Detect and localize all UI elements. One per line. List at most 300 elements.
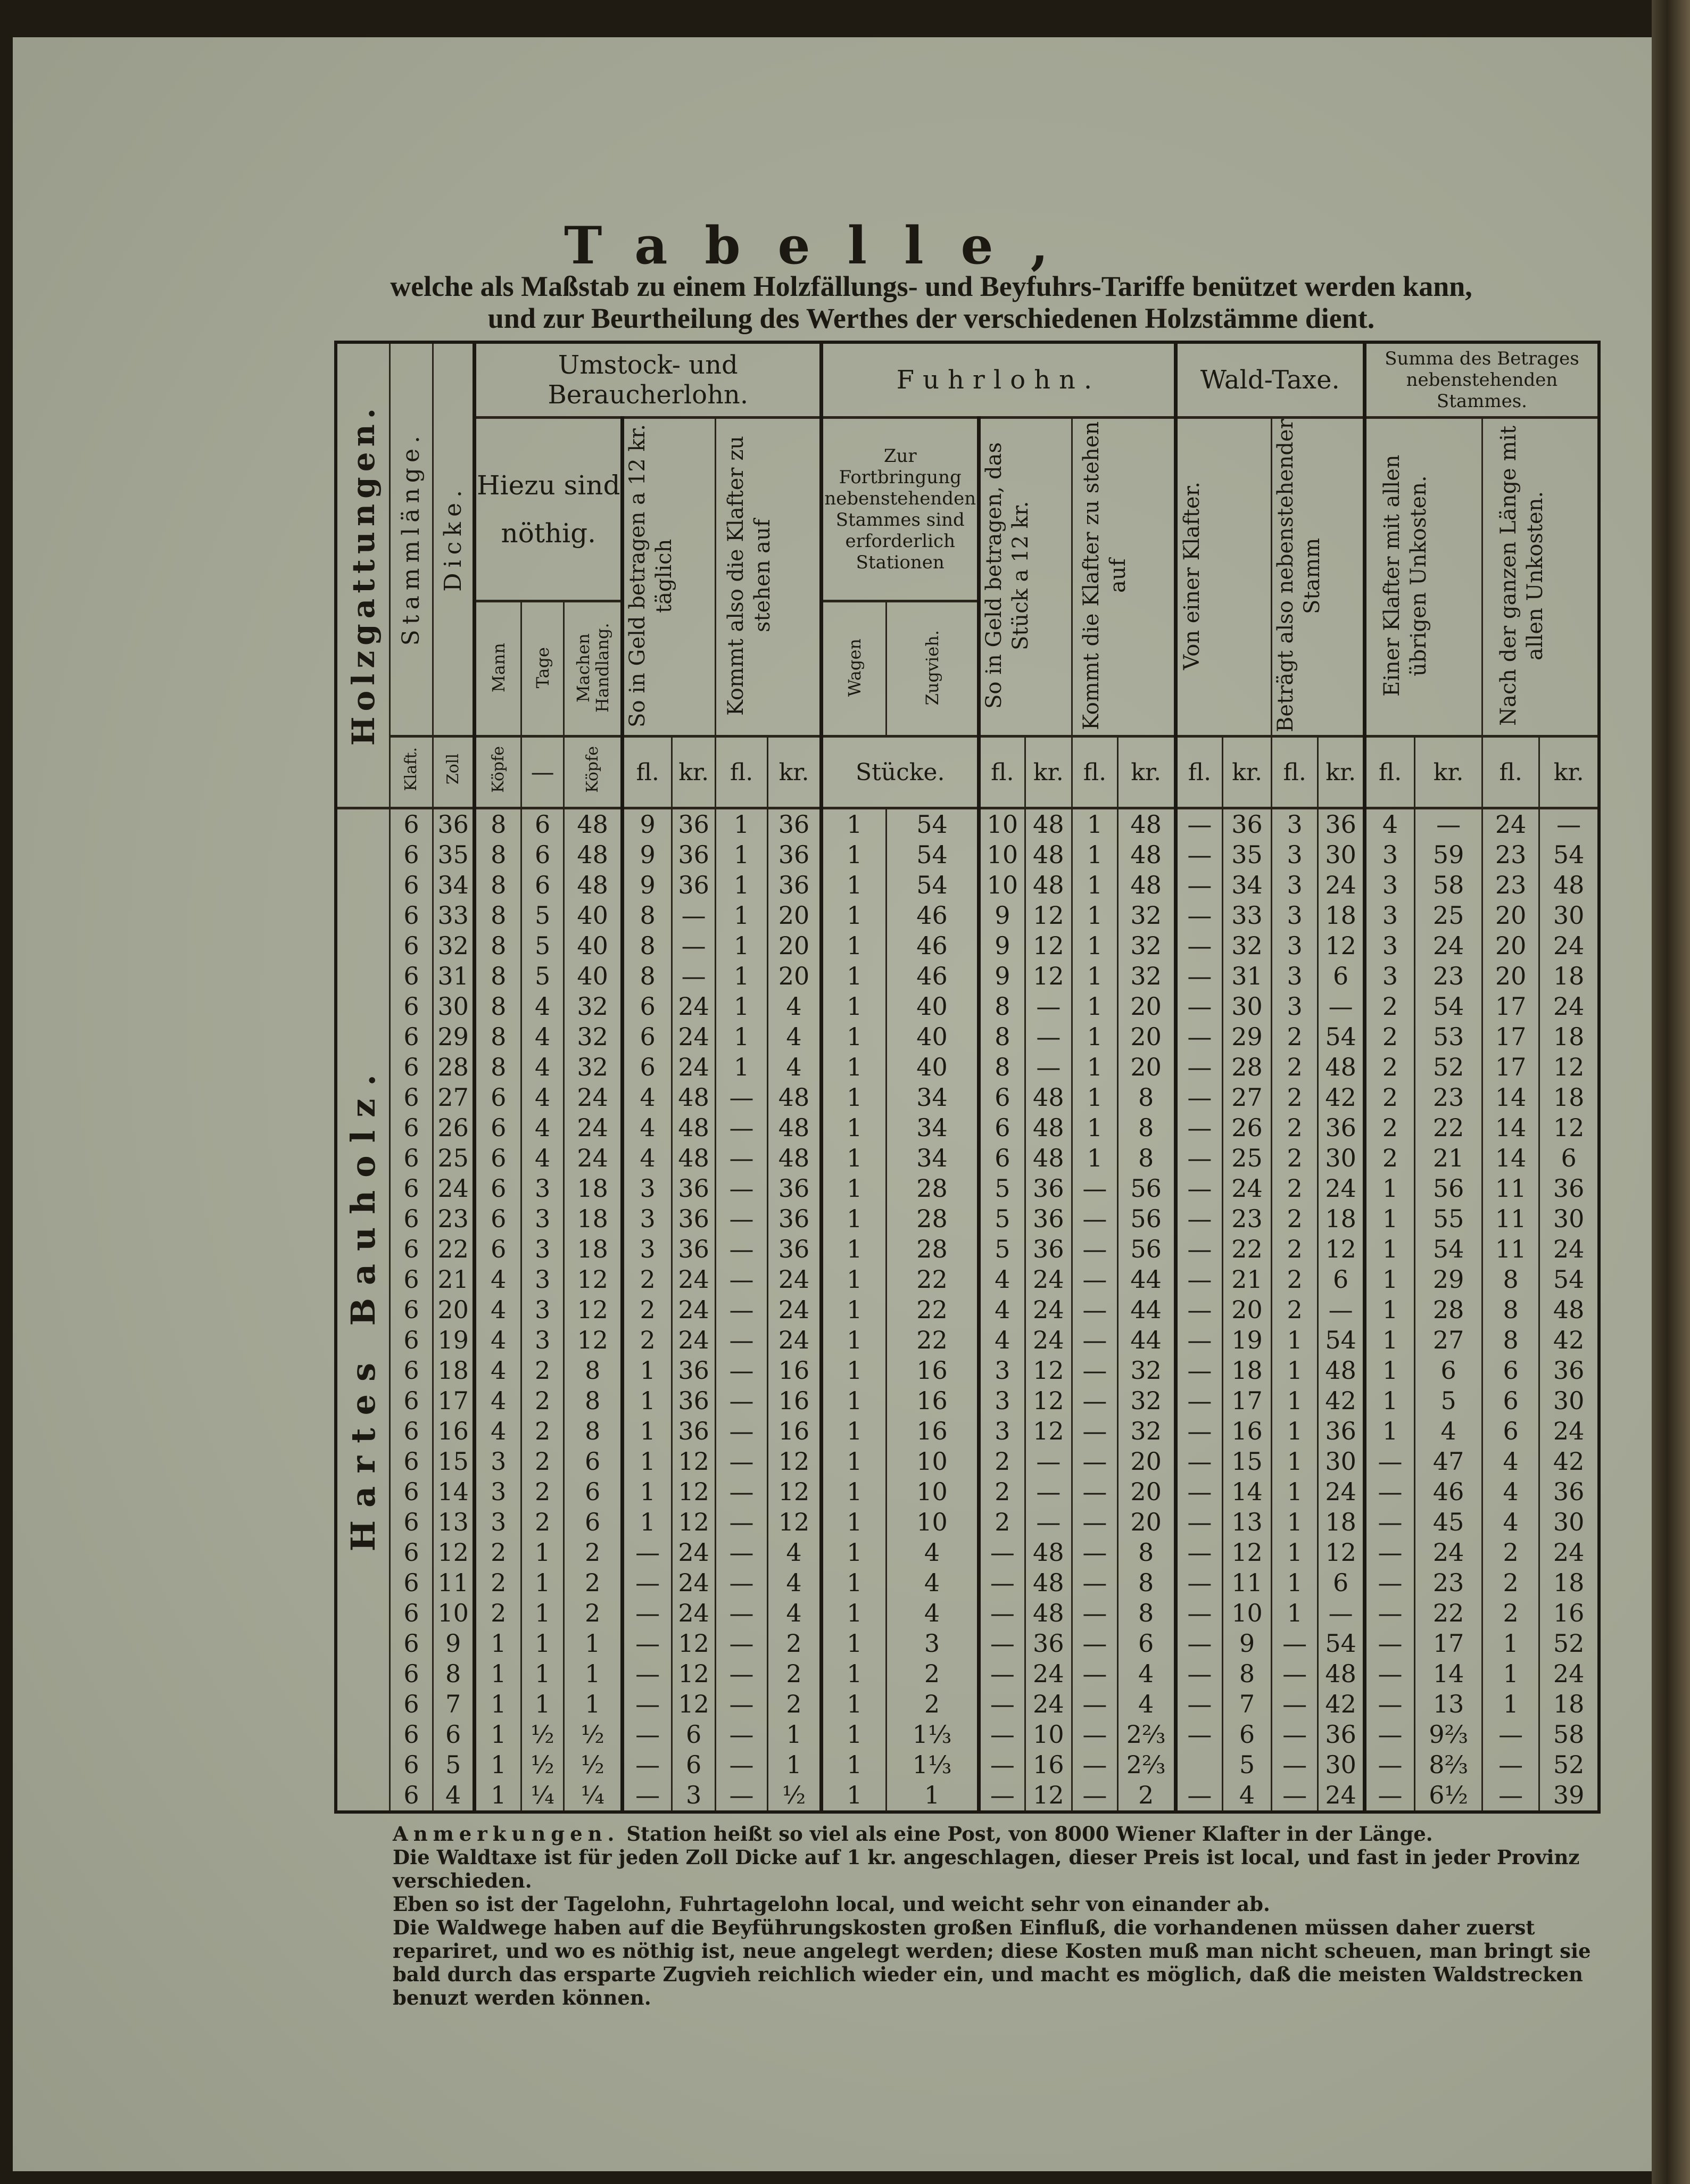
table-cell: 4 xyxy=(1117,1659,1175,1689)
table-cell: 12 xyxy=(672,1628,715,1659)
table-cell: 18 xyxy=(1318,1204,1365,1234)
table-cell: 3 xyxy=(521,1173,564,1204)
table-cell: 1 xyxy=(1271,1386,1318,1416)
table-cell: 6 xyxy=(390,991,433,1022)
table-cell: — xyxy=(1415,808,1482,840)
table-cell: 4 xyxy=(886,1537,979,1568)
table-cell: 16 xyxy=(886,1355,979,1386)
table-cell: 28 xyxy=(1415,1295,1482,1325)
table-cell: 30 xyxy=(1318,840,1365,870)
table-cell: 8 xyxy=(475,870,521,900)
table-cell: — xyxy=(1482,1780,1539,1812)
unit-koepfe-2: Köpfe xyxy=(564,737,623,808)
table-row xyxy=(336,1416,1599,1446)
table-cell: 6 xyxy=(390,1477,433,1507)
table-cell: 1 xyxy=(1072,991,1118,1022)
table-cell: 52 xyxy=(1539,1750,1599,1780)
table-row xyxy=(336,1446,1599,1477)
table-cell: — xyxy=(1072,1234,1118,1264)
table-cell: 14 xyxy=(1223,1477,1272,1507)
table-cell: ½ xyxy=(564,1750,623,1780)
table-cell: 12 xyxy=(767,1446,822,1477)
table-cell: 1 xyxy=(822,1386,887,1416)
table-cell: 1 xyxy=(1072,808,1118,840)
table-cell: 2 xyxy=(521,1507,564,1537)
table-cell: 3 xyxy=(475,1446,521,1477)
table-cell: 6 xyxy=(390,1355,433,1386)
table-cell: 1 xyxy=(564,1689,623,1719)
table-cell: — xyxy=(716,1416,767,1446)
unit-zoll: Zoll xyxy=(433,737,475,808)
table-cell: — xyxy=(716,1628,767,1659)
table-cell: — xyxy=(1364,1507,1414,1537)
table-cell: 1 xyxy=(716,1052,767,1082)
table-cell: 2 xyxy=(1364,1082,1414,1113)
unit-kr: kr. xyxy=(1223,737,1272,808)
table-cell: — xyxy=(623,1568,672,1598)
table-cell: 9 xyxy=(623,870,672,900)
table-cell: 2 xyxy=(1271,1204,1318,1234)
table-cell: 19 xyxy=(1223,1325,1272,1355)
table-cell: 36 xyxy=(1318,1719,1365,1750)
table-cell: 36 xyxy=(672,808,715,840)
table-cell: 36 xyxy=(672,1355,715,1386)
header-ganze-laenge: Nach der ganzen Länge mit allen Unkosten. xyxy=(1482,418,1599,737)
table-cell: 3 xyxy=(521,1234,564,1264)
table-cell: 9 xyxy=(979,961,1025,991)
table-cell: 11 xyxy=(1482,1204,1539,1234)
table-cell: — xyxy=(716,1143,767,1173)
table-cell: 24 xyxy=(1025,1689,1072,1719)
table-cell: 18 xyxy=(1539,961,1599,991)
table-cell: 24 xyxy=(1025,1295,1072,1325)
table-cell: 48 xyxy=(1117,808,1175,840)
table-cell: 8 xyxy=(1117,1143,1175,1173)
table-cell: 36 xyxy=(672,870,715,900)
table-cell: 32 xyxy=(433,931,475,961)
table-cell: 3 xyxy=(1271,961,1318,991)
table-cell: 1 xyxy=(475,1659,521,1689)
table-cell: 1 xyxy=(822,900,887,931)
table-cell: 30 xyxy=(1318,1750,1365,1780)
header-summa: Summa des Betrages nebenstehenden Stammes. xyxy=(1364,342,1599,418)
table-cell: 4 xyxy=(767,1022,822,1052)
table-cell: — xyxy=(1175,1537,1223,1568)
table-cell: 1 xyxy=(716,931,767,961)
table-cell: — xyxy=(1318,991,1365,1022)
table-cell: 18 xyxy=(564,1234,623,1264)
table-cell: 1 xyxy=(1072,840,1118,870)
table-cell: 1 xyxy=(822,1355,887,1386)
table-cell: 6 xyxy=(521,870,564,900)
table-cell: — xyxy=(716,1507,767,1537)
table-cell: 4 xyxy=(475,1264,521,1295)
table-cell: 8 xyxy=(564,1416,623,1446)
table-cell: 1 xyxy=(1482,1689,1539,1719)
table-cell: 36 xyxy=(1539,1477,1599,1507)
table-cell: 9⅔ xyxy=(1415,1719,1482,1750)
table-cell: 5 xyxy=(1415,1386,1482,1416)
table-cell: 1 xyxy=(886,1780,979,1812)
table-cell: 2 xyxy=(623,1325,672,1355)
notes xyxy=(334,1822,1601,2009)
table-cell: 30 xyxy=(1539,900,1599,931)
table-cell: 8 xyxy=(979,1022,1025,1052)
table-cell: 24 xyxy=(1539,1234,1599,1264)
table-cell: — xyxy=(979,1568,1025,1598)
table-cell: 4 xyxy=(475,1295,521,1325)
table-cell: 3 xyxy=(623,1204,672,1234)
table-row xyxy=(336,1537,1599,1568)
table-row xyxy=(336,870,1599,900)
table-cell: 1 xyxy=(623,1507,672,1537)
table-cell: 22 xyxy=(1415,1113,1482,1143)
table-cell: 8 xyxy=(475,900,521,931)
table-cell: 6 xyxy=(672,1719,715,1750)
table-cell: 6 xyxy=(390,1173,433,1204)
unit-dash: — xyxy=(521,737,564,808)
table-cell: — xyxy=(979,1719,1025,1750)
table-cell: 12 xyxy=(1025,961,1072,991)
table-cell: 32 xyxy=(1117,931,1175,961)
header-hiezu: Hiezu sind nöthig. xyxy=(475,418,623,601)
table-cell: 32 xyxy=(1117,961,1175,991)
table-cell: — xyxy=(716,1295,767,1325)
table-cell: 36 xyxy=(672,1234,715,1264)
table-cell: 6 xyxy=(390,1082,433,1113)
table-cell: 18 xyxy=(1318,1507,1365,1537)
table-cell: 1 xyxy=(822,1780,887,1812)
table-cell: 4 xyxy=(979,1325,1025,1355)
table-cell: 22 xyxy=(886,1264,979,1295)
table-cell: 29 xyxy=(1223,1022,1272,1052)
table-cell: 48 xyxy=(1025,1568,1072,1598)
table-cell: 8 xyxy=(1482,1295,1539,1325)
table-cell: 7 xyxy=(433,1689,475,1719)
note-line: Eben so ist der Tagelohn, Fuhrtagelohn local, und weicht sehr von einander ab. xyxy=(393,1892,1270,1916)
table-cell: 42 xyxy=(1539,1446,1599,1477)
table-cell: 36 xyxy=(1223,808,1272,840)
table-cell: 54 xyxy=(886,840,979,870)
table-cell: 20 xyxy=(1482,961,1539,991)
table-cell: 5 xyxy=(433,1750,475,1780)
table-cell: 3 xyxy=(1364,931,1414,961)
table-cell: 17 xyxy=(1223,1386,1272,1416)
table-row xyxy=(336,1507,1599,1537)
table-cell: 11 xyxy=(433,1568,475,1598)
table-cell: 6 xyxy=(521,808,564,840)
table-cell: — xyxy=(1175,961,1223,991)
table-cell: 1 xyxy=(822,1507,887,1537)
table-cell: — xyxy=(1175,1204,1223,1234)
table-cell: — xyxy=(979,1628,1025,1659)
table-cell: — xyxy=(1175,808,1223,840)
table-cell: 24 xyxy=(672,1537,715,1568)
table-cell: — xyxy=(1175,1689,1223,1719)
table-cell: 24 xyxy=(1318,1780,1365,1812)
table-cell: 1⅓ xyxy=(886,1750,979,1780)
table-cell: 12 xyxy=(1318,931,1365,961)
header-waldtaxe: Wald-Taxe. xyxy=(1175,342,1364,418)
table-cell: 44 xyxy=(1117,1264,1175,1295)
subtitle-line-2: und zur Beurtheilung des Werthes der verschiedenen Holzstämme dient. xyxy=(487,302,1375,334)
table-cell: 1 xyxy=(623,1386,672,1416)
table-cell: 24 xyxy=(767,1295,822,1325)
table-cell: — xyxy=(1175,1416,1223,1446)
table-cell: 2 xyxy=(979,1446,1025,1477)
table-cell: 6 xyxy=(390,1507,433,1537)
table-row xyxy=(336,1204,1599,1234)
table-cell: 10 xyxy=(1223,1598,1272,1628)
table-cell: 6 xyxy=(390,1386,433,1416)
table-cell: 1 xyxy=(521,1689,564,1719)
table-cell: 24 xyxy=(564,1082,623,1113)
table-cell: 48 xyxy=(564,808,623,840)
table-cell: 24 xyxy=(1223,1173,1272,1204)
table-cell: 20 xyxy=(767,961,822,991)
table-cell: 36 xyxy=(1318,808,1365,840)
table-cell: 1 xyxy=(822,1082,887,1113)
table-cell: 25 xyxy=(1223,1143,1272,1173)
table-cell: 6 xyxy=(390,1416,433,1446)
table-cell: ¼ xyxy=(521,1780,564,1812)
table-row xyxy=(336,1628,1599,1659)
header-von-klafter: Von einer Klafter. xyxy=(1175,418,1271,737)
table-cell: 1 xyxy=(1271,1416,1318,1446)
table-row xyxy=(336,1325,1599,1355)
unit-fl: fl. xyxy=(1271,737,1318,808)
table-cell: — xyxy=(716,1568,767,1598)
table-cell: — xyxy=(1175,1446,1223,1477)
table-cell: 2 xyxy=(886,1689,979,1719)
table-cell: 17 xyxy=(1482,991,1539,1022)
table-cell: 42 xyxy=(1318,1082,1365,1113)
table-cell: 6 xyxy=(672,1750,715,1780)
table-cell: 2 xyxy=(521,1355,564,1386)
table-cell: 20 xyxy=(1117,1507,1175,1537)
header-tage: Tage xyxy=(521,601,564,737)
table-cell: — xyxy=(1175,1719,1223,1750)
unit-kr: kr. xyxy=(767,737,822,808)
table-cell: 8 xyxy=(564,1355,623,1386)
table-cell: — xyxy=(1175,1355,1223,1386)
table-cell: 42 xyxy=(1318,1386,1365,1416)
table-cell: 36 xyxy=(672,1386,715,1416)
table-cell: 4 xyxy=(886,1598,979,1628)
table-cell: 24 xyxy=(672,1022,715,1052)
table-cell: 12 xyxy=(564,1295,623,1325)
table-cell: 7 xyxy=(1223,1689,1272,1719)
table-cell: — xyxy=(1364,1537,1414,1568)
table-cell: 8⅔ xyxy=(1415,1750,1482,1780)
table-cell: 1 xyxy=(1271,1598,1318,1628)
table-cell: 6 xyxy=(1482,1355,1539,1386)
table-cell: 21 xyxy=(1223,1264,1272,1295)
table-cell: — xyxy=(1175,1780,1223,1812)
table-cell: 54 xyxy=(1318,1628,1365,1659)
table-cell: 21 xyxy=(1415,1143,1482,1173)
table-row xyxy=(336,1143,1599,1173)
table-cell: 19 xyxy=(433,1325,475,1355)
table-cell: 24 xyxy=(672,991,715,1022)
table-cell: 3 xyxy=(521,1325,564,1355)
table-cell: 6 xyxy=(1117,1628,1175,1659)
table-cell: 8 xyxy=(1482,1325,1539,1355)
table-cell: — xyxy=(1482,1719,1539,1750)
table-cell: 3 xyxy=(475,1507,521,1537)
tariff-table xyxy=(334,341,1601,1814)
table-cell: 47 xyxy=(1415,1446,1482,1477)
table-cell: 48 xyxy=(1025,870,1072,900)
table-cell: 1 xyxy=(1364,1204,1414,1234)
table-cell: 1 xyxy=(767,1719,822,1750)
table-row xyxy=(336,1477,1599,1507)
table-cell: 6 xyxy=(390,1325,433,1355)
table-cell: — xyxy=(1072,1204,1118,1234)
table-cell: 56 xyxy=(1117,1204,1175,1234)
table-cell: 1 xyxy=(1072,1022,1118,1052)
table-cell: — xyxy=(1072,1295,1118,1325)
table-cell: 32 xyxy=(1117,1416,1175,1446)
table-cell: 2 xyxy=(1271,1173,1318,1204)
table-cell: 1 xyxy=(822,870,887,900)
table-cell: 48 xyxy=(767,1113,822,1143)
table-cell: 31 xyxy=(1223,961,1272,991)
table-cell: 1 xyxy=(822,1659,887,1689)
table-cell: 22 xyxy=(1415,1598,1482,1628)
table-cell: 1 xyxy=(1072,870,1118,900)
table-cell: 1 xyxy=(822,1173,887,1204)
table-cell: 10 xyxy=(1025,1719,1072,1750)
table-cell: 6 xyxy=(475,1234,521,1264)
table-cell: 6 xyxy=(564,1446,623,1477)
table-cell: 17 xyxy=(433,1386,475,1416)
table-cell: — xyxy=(1271,1719,1318,1750)
table-cell: 1 xyxy=(767,1750,822,1780)
table-cell: 4 xyxy=(1482,1477,1539,1507)
table-cell: 33 xyxy=(1223,900,1272,931)
table-cell: 1 xyxy=(822,1598,887,1628)
table-cell: 4 xyxy=(767,1568,822,1598)
table-cell: — xyxy=(1364,1659,1414,1689)
table-cell: 12 xyxy=(1025,1780,1072,1812)
table-cell: 1 xyxy=(822,1750,887,1780)
table-cell: 1 xyxy=(521,1568,564,1598)
table-cell: 1 xyxy=(521,1598,564,1628)
table-cell: ½ xyxy=(521,1719,564,1750)
table-cell: 30 xyxy=(1539,1507,1599,1537)
table-cell: 3 xyxy=(1364,870,1414,900)
table-cell: 4 xyxy=(623,1143,672,1173)
table-cell: 6 xyxy=(979,1113,1025,1143)
table-cell: 48 xyxy=(672,1082,715,1113)
table-cell: — xyxy=(623,1628,672,1659)
table-cell: 20 xyxy=(767,931,822,961)
table-cell: 54 xyxy=(1318,1022,1365,1052)
table-cell: 12 xyxy=(672,1689,715,1719)
table-cell: 6 xyxy=(623,1052,672,1082)
table-cell: 48 xyxy=(1318,1052,1365,1082)
table-cell: 36 xyxy=(672,1204,715,1234)
table-cell: 20 xyxy=(1117,1446,1175,1477)
table-cell: 42 xyxy=(1318,1689,1365,1719)
table-cell: 42 xyxy=(1539,1325,1599,1355)
table-cell: 12 xyxy=(1223,1537,1272,1568)
table-row xyxy=(336,961,1599,991)
notes-label: Anmerkungen. xyxy=(393,1822,620,1846)
unit-fl: fl. xyxy=(1072,737,1118,808)
table-cell: 24 xyxy=(1482,808,1539,840)
table-cell: — xyxy=(716,1537,767,1568)
note-text: Station heißt so viel als eine Post, von 8000 Wiener Klafter in der Länge. xyxy=(626,1822,1433,1846)
table-cell: — xyxy=(716,1082,767,1113)
table-cell: 6 xyxy=(433,1719,475,1750)
table-cell: 8 xyxy=(475,991,521,1022)
table-cell: 24 xyxy=(672,1598,715,1628)
header-kommt-klafter-fuhr: Kommt die Klafter zu stehen auf xyxy=(1072,418,1176,737)
table-cell: 6 xyxy=(390,870,433,900)
table-cell: 4 xyxy=(767,1598,822,1628)
table-cell: ½ xyxy=(521,1750,564,1780)
table-cell: 36 xyxy=(1539,1173,1599,1204)
table-cell: 13 xyxy=(1415,1689,1482,1719)
table-cell: 54 xyxy=(1318,1325,1365,1355)
table-cell: 28 xyxy=(886,1173,979,1204)
table-cell: 3 xyxy=(1364,840,1414,870)
table-cell: 2 xyxy=(1271,1082,1318,1113)
table-cell: 6 xyxy=(521,840,564,870)
unit-fl: fl. xyxy=(1364,737,1414,808)
table-cell: 48 xyxy=(1025,840,1072,870)
table-cell: — xyxy=(1271,1689,1318,1719)
header-holzgattungen: Holzgattungen. xyxy=(336,342,390,808)
table-cell: — xyxy=(623,1780,672,1812)
table-cell: 4 xyxy=(623,1082,672,1113)
table-cell: 4 xyxy=(767,1537,822,1568)
table-cell: 31 xyxy=(433,961,475,991)
table-cell: 48 xyxy=(1318,1659,1365,1689)
table-cell: 26 xyxy=(433,1113,475,1143)
table-cell: 1 xyxy=(716,870,767,900)
table-cell: — xyxy=(1072,1598,1118,1628)
table-cell: 36 xyxy=(1318,1113,1365,1143)
table-cell: 2 xyxy=(623,1264,672,1295)
table-cell: 16 xyxy=(1025,1750,1072,1780)
table-cell: 10 xyxy=(886,1446,979,1477)
table-cell: — xyxy=(1175,1568,1223,1598)
table-cell: 3 xyxy=(521,1295,564,1325)
table-cell: — xyxy=(672,961,715,991)
table-cell: 2 xyxy=(1271,1234,1318,1264)
table-cell: 3 xyxy=(1271,840,1318,870)
table-cell: 2 xyxy=(564,1568,623,1598)
table-cell: 58 xyxy=(1415,870,1482,900)
table-cell: 3 xyxy=(521,1204,564,1234)
table-cell: — xyxy=(623,1689,672,1719)
table-cell: 14 xyxy=(433,1477,475,1507)
table-cell: 4 xyxy=(433,1780,475,1812)
table-cell: 36 xyxy=(672,1173,715,1204)
table-cell: 40 xyxy=(886,1052,979,1082)
table-cell: ½ xyxy=(564,1719,623,1750)
table-cell: — xyxy=(1072,1264,1118,1295)
table-cell: 8 xyxy=(475,808,521,840)
table-cell: 8 xyxy=(979,991,1025,1022)
table-cell: — xyxy=(1025,1446,1072,1477)
table-cell: — xyxy=(1072,1628,1118,1659)
table-cell: 12 xyxy=(1025,900,1072,931)
table-cell: 6 xyxy=(390,1598,433,1628)
